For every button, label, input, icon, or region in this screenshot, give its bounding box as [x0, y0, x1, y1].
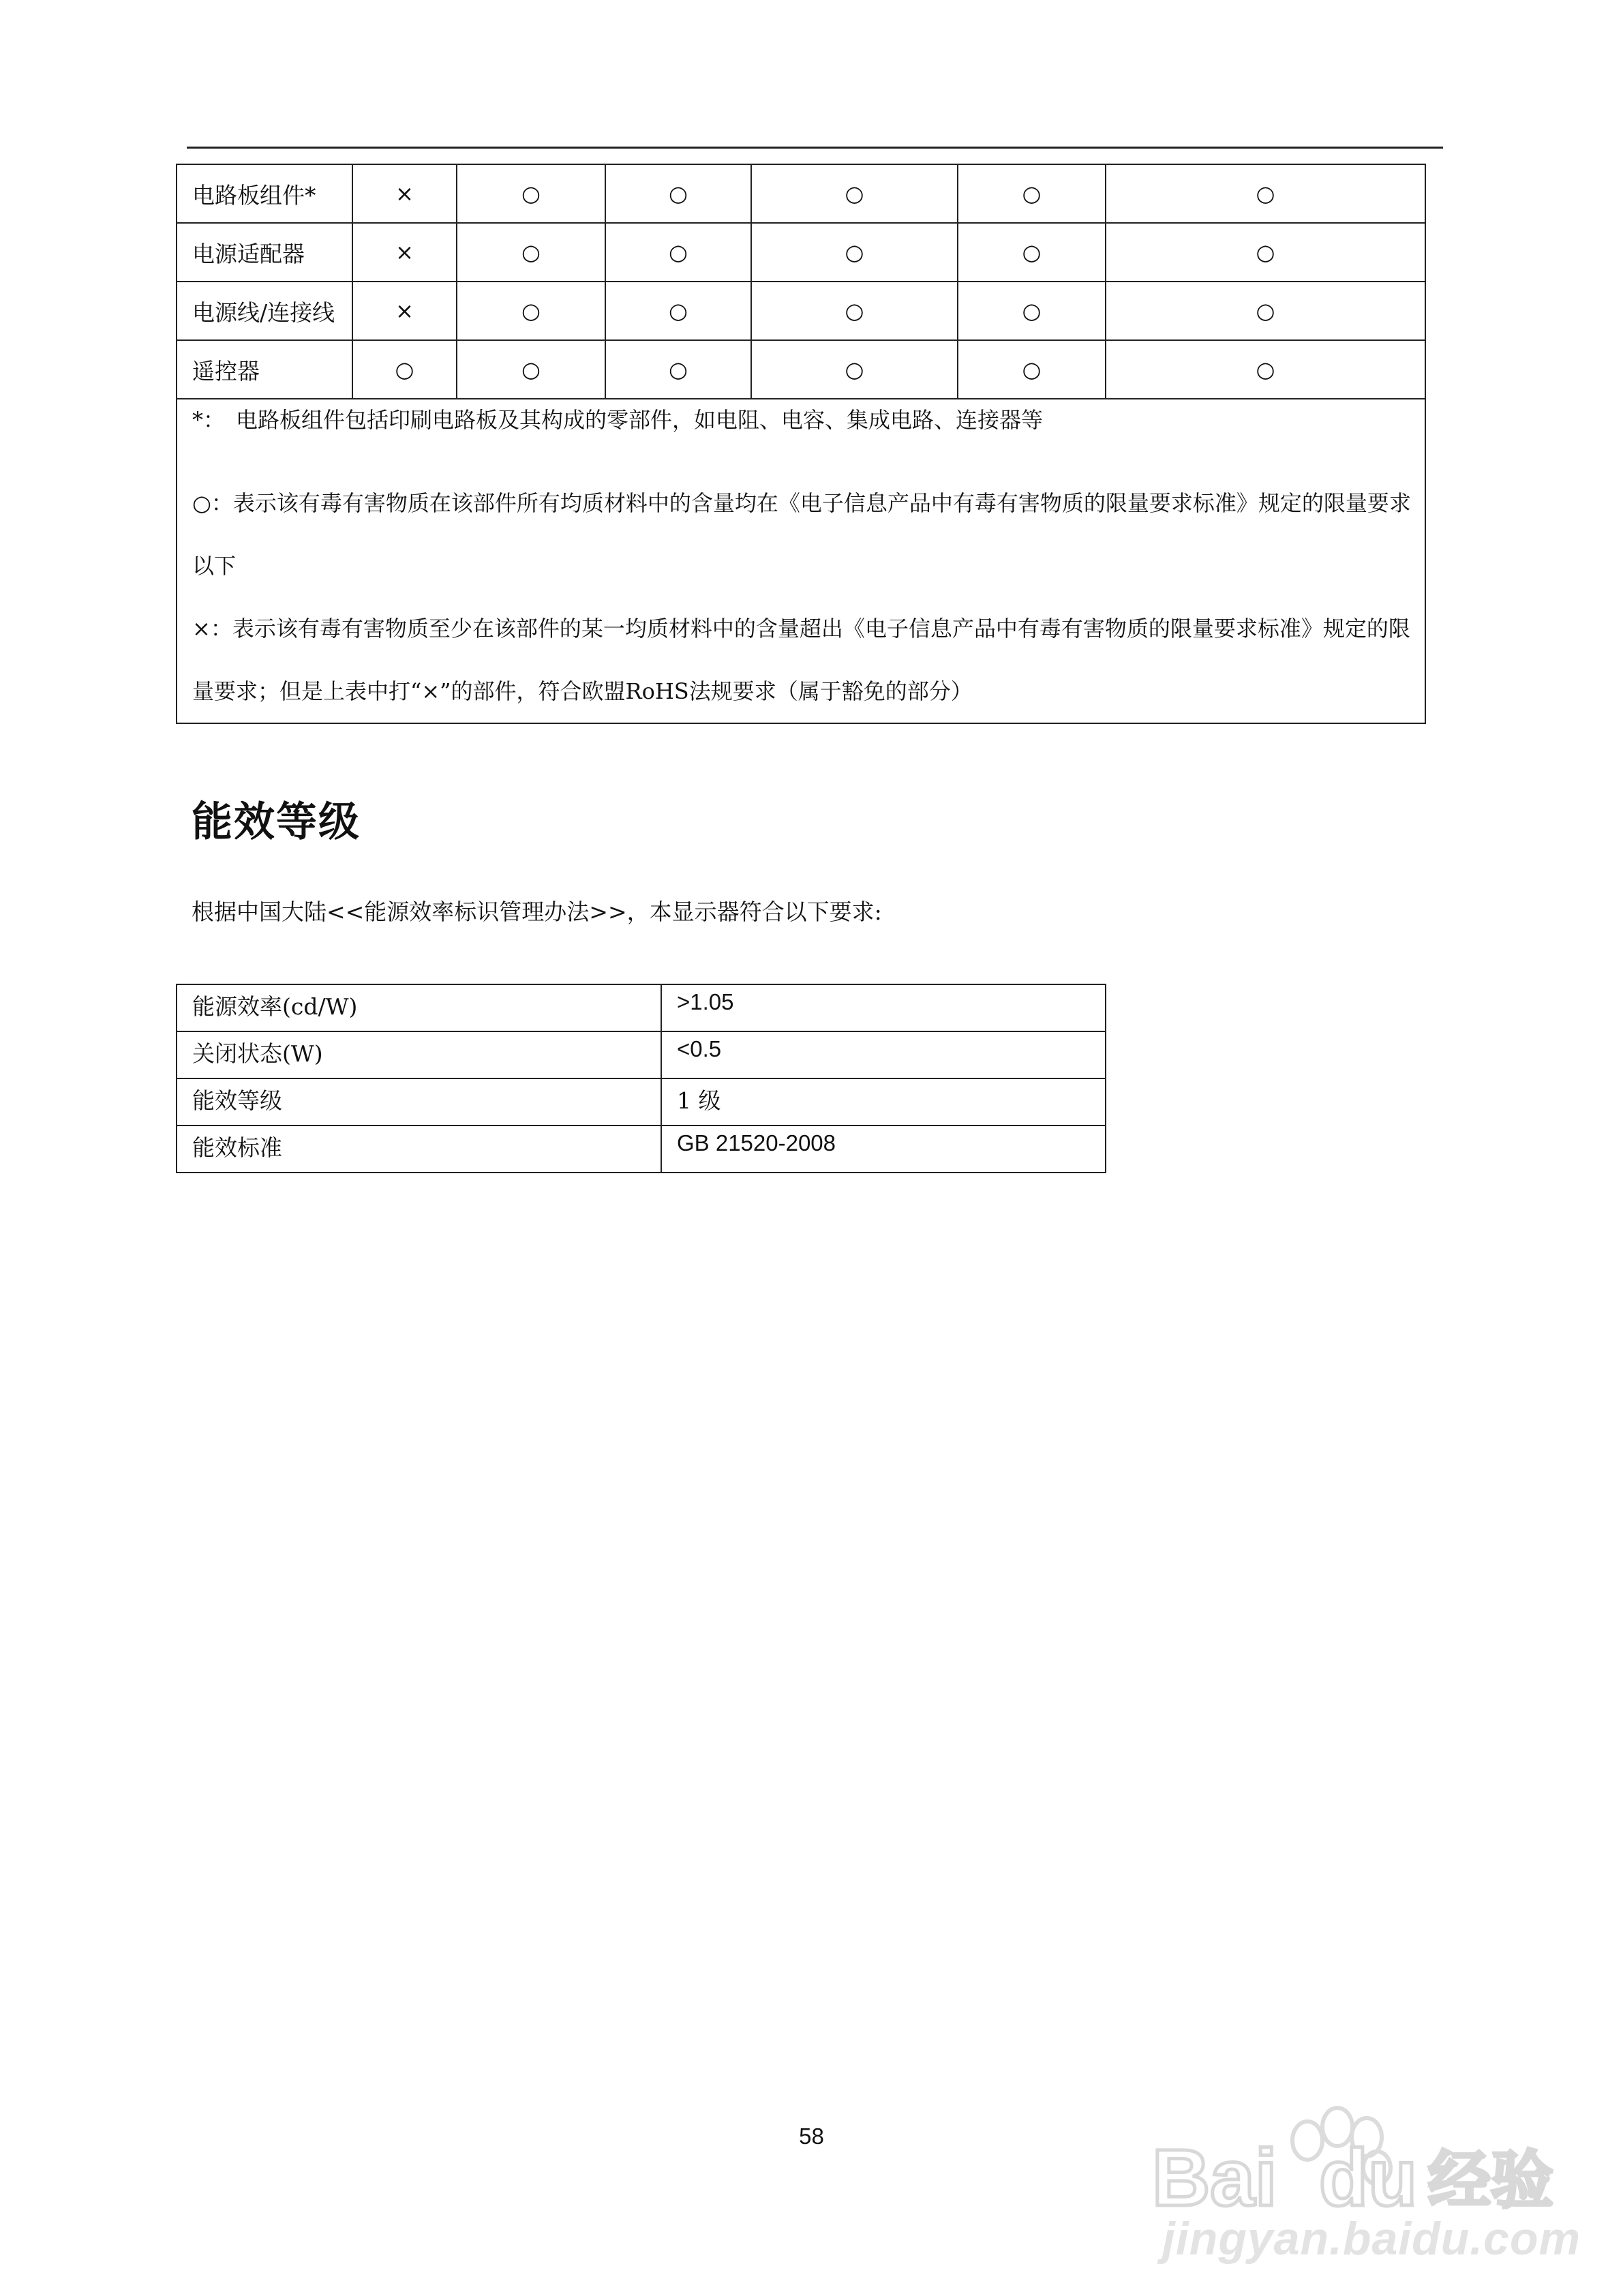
mark-cell: ○ [958, 282, 1106, 340]
mark-cell: ○ [457, 223, 605, 282]
mark-cell: ○ [751, 282, 958, 340]
part-name: 电源适配器 [177, 223, 352, 282]
spec-label: 能效标准 [177, 1126, 661, 1173]
mark-cell: ○ [352, 340, 457, 399]
svg-text:du: du [1319, 2133, 1418, 2223]
page-number: 58 [799, 2124, 824, 2149]
spec-value: 1 级 [661, 1078, 1106, 1126]
mark-cell: ○ [751, 340, 958, 399]
table-row [177, 164, 1425, 223]
svg-text:经验: 经验 [1428, 2144, 1554, 2217]
mark-cell: ○ [1106, 164, 1425, 223]
section-title: 能效等级 [192, 798, 361, 846]
watermark-url: jingyan.baidu.com [1162, 2213, 1581, 2265]
note-asterisk: *： 电路板组件包括印刷电路板及其构成的零部件，如电阻、电容、集成电路、连接器等 [192, 407, 1044, 433]
note-circle: ○：表示该有毒有害物质在该部件所有均质材料中的含量均在《电子信息产品中有毒有害物质的限量要求标准》规定的限量要求以下 [192, 490, 1411, 579]
intro-paragraph: 根据中国大陆<<能源效率标识管理办法>>，本显示器符合以下要求: [192, 898, 882, 925]
mark-cell: × [352, 282, 457, 340]
mark-cell: ○ [1106, 223, 1425, 282]
part-name: 电路板组件* [177, 164, 352, 223]
table-row [177, 984, 1106, 1031]
mark-cell: ○ [457, 164, 605, 223]
spec-label: 关闭状态(W) [177, 1031, 661, 1078]
mark-cell: ○ [605, 282, 751, 340]
table-notes [177, 399, 1425, 723]
mark-cell: ○ [958, 223, 1106, 282]
mark-cell: ○ [605, 223, 751, 282]
mark-cell: ○ [457, 340, 605, 399]
table-row [177, 1078, 1106, 1126]
header-rule [187, 147, 1443, 149]
part-name: 电源线/连接线 [177, 282, 352, 340]
mark-cell: ○ [751, 223, 958, 282]
mark-cell: ○ [457, 282, 605, 340]
mark-cell: × [352, 164, 457, 223]
table-row [177, 223, 1425, 282]
spec-label: 能源效率(cd/W) [177, 984, 661, 1031]
table-row [177, 282, 1425, 340]
part-name: 遥控器 [177, 340, 352, 399]
table-row [177, 1126, 1106, 1173]
svg-text:Bai: Bai [1152, 2133, 1277, 2223]
mark-cell: ○ [958, 164, 1106, 223]
mark-cell: × [352, 223, 457, 282]
mark-cell: ○ [605, 164, 751, 223]
energy-efficiency-table [176, 984, 1106, 1173]
spec-label: 能效等级 [177, 1078, 661, 1126]
table-row [177, 340, 1425, 399]
hazardous-substance-table [176, 164, 1426, 724]
mark-cell: ○ [751, 164, 958, 223]
mark-cell: ○ [605, 340, 751, 399]
table-row [177, 1031, 1106, 1078]
spec-value: >1.05 [661, 984, 1106, 1031]
note-cross: ×：表示该有毒有害物质至少在该部件的某一均质材料中的含量超出《电子信息产品中有毒有害物质的限量要求标准》规定的限量要求；但是上表中打“×”的部件，符合欧盟RoHS法规要求（属于豁免的部分） [192, 616, 1410, 704]
mark-cell: ○ [958, 340, 1106, 399]
spec-value: <0.5 [661, 1031, 1106, 1078]
mark-cell: ○ [1106, 282, 1425, 340]
notes-row [177, 399, 1425, 723]
mark-cell: ○ [1106, 340, 1425, 399]
spec-value: GB 21520-2008 [661, 1126, 1106, 1173]
